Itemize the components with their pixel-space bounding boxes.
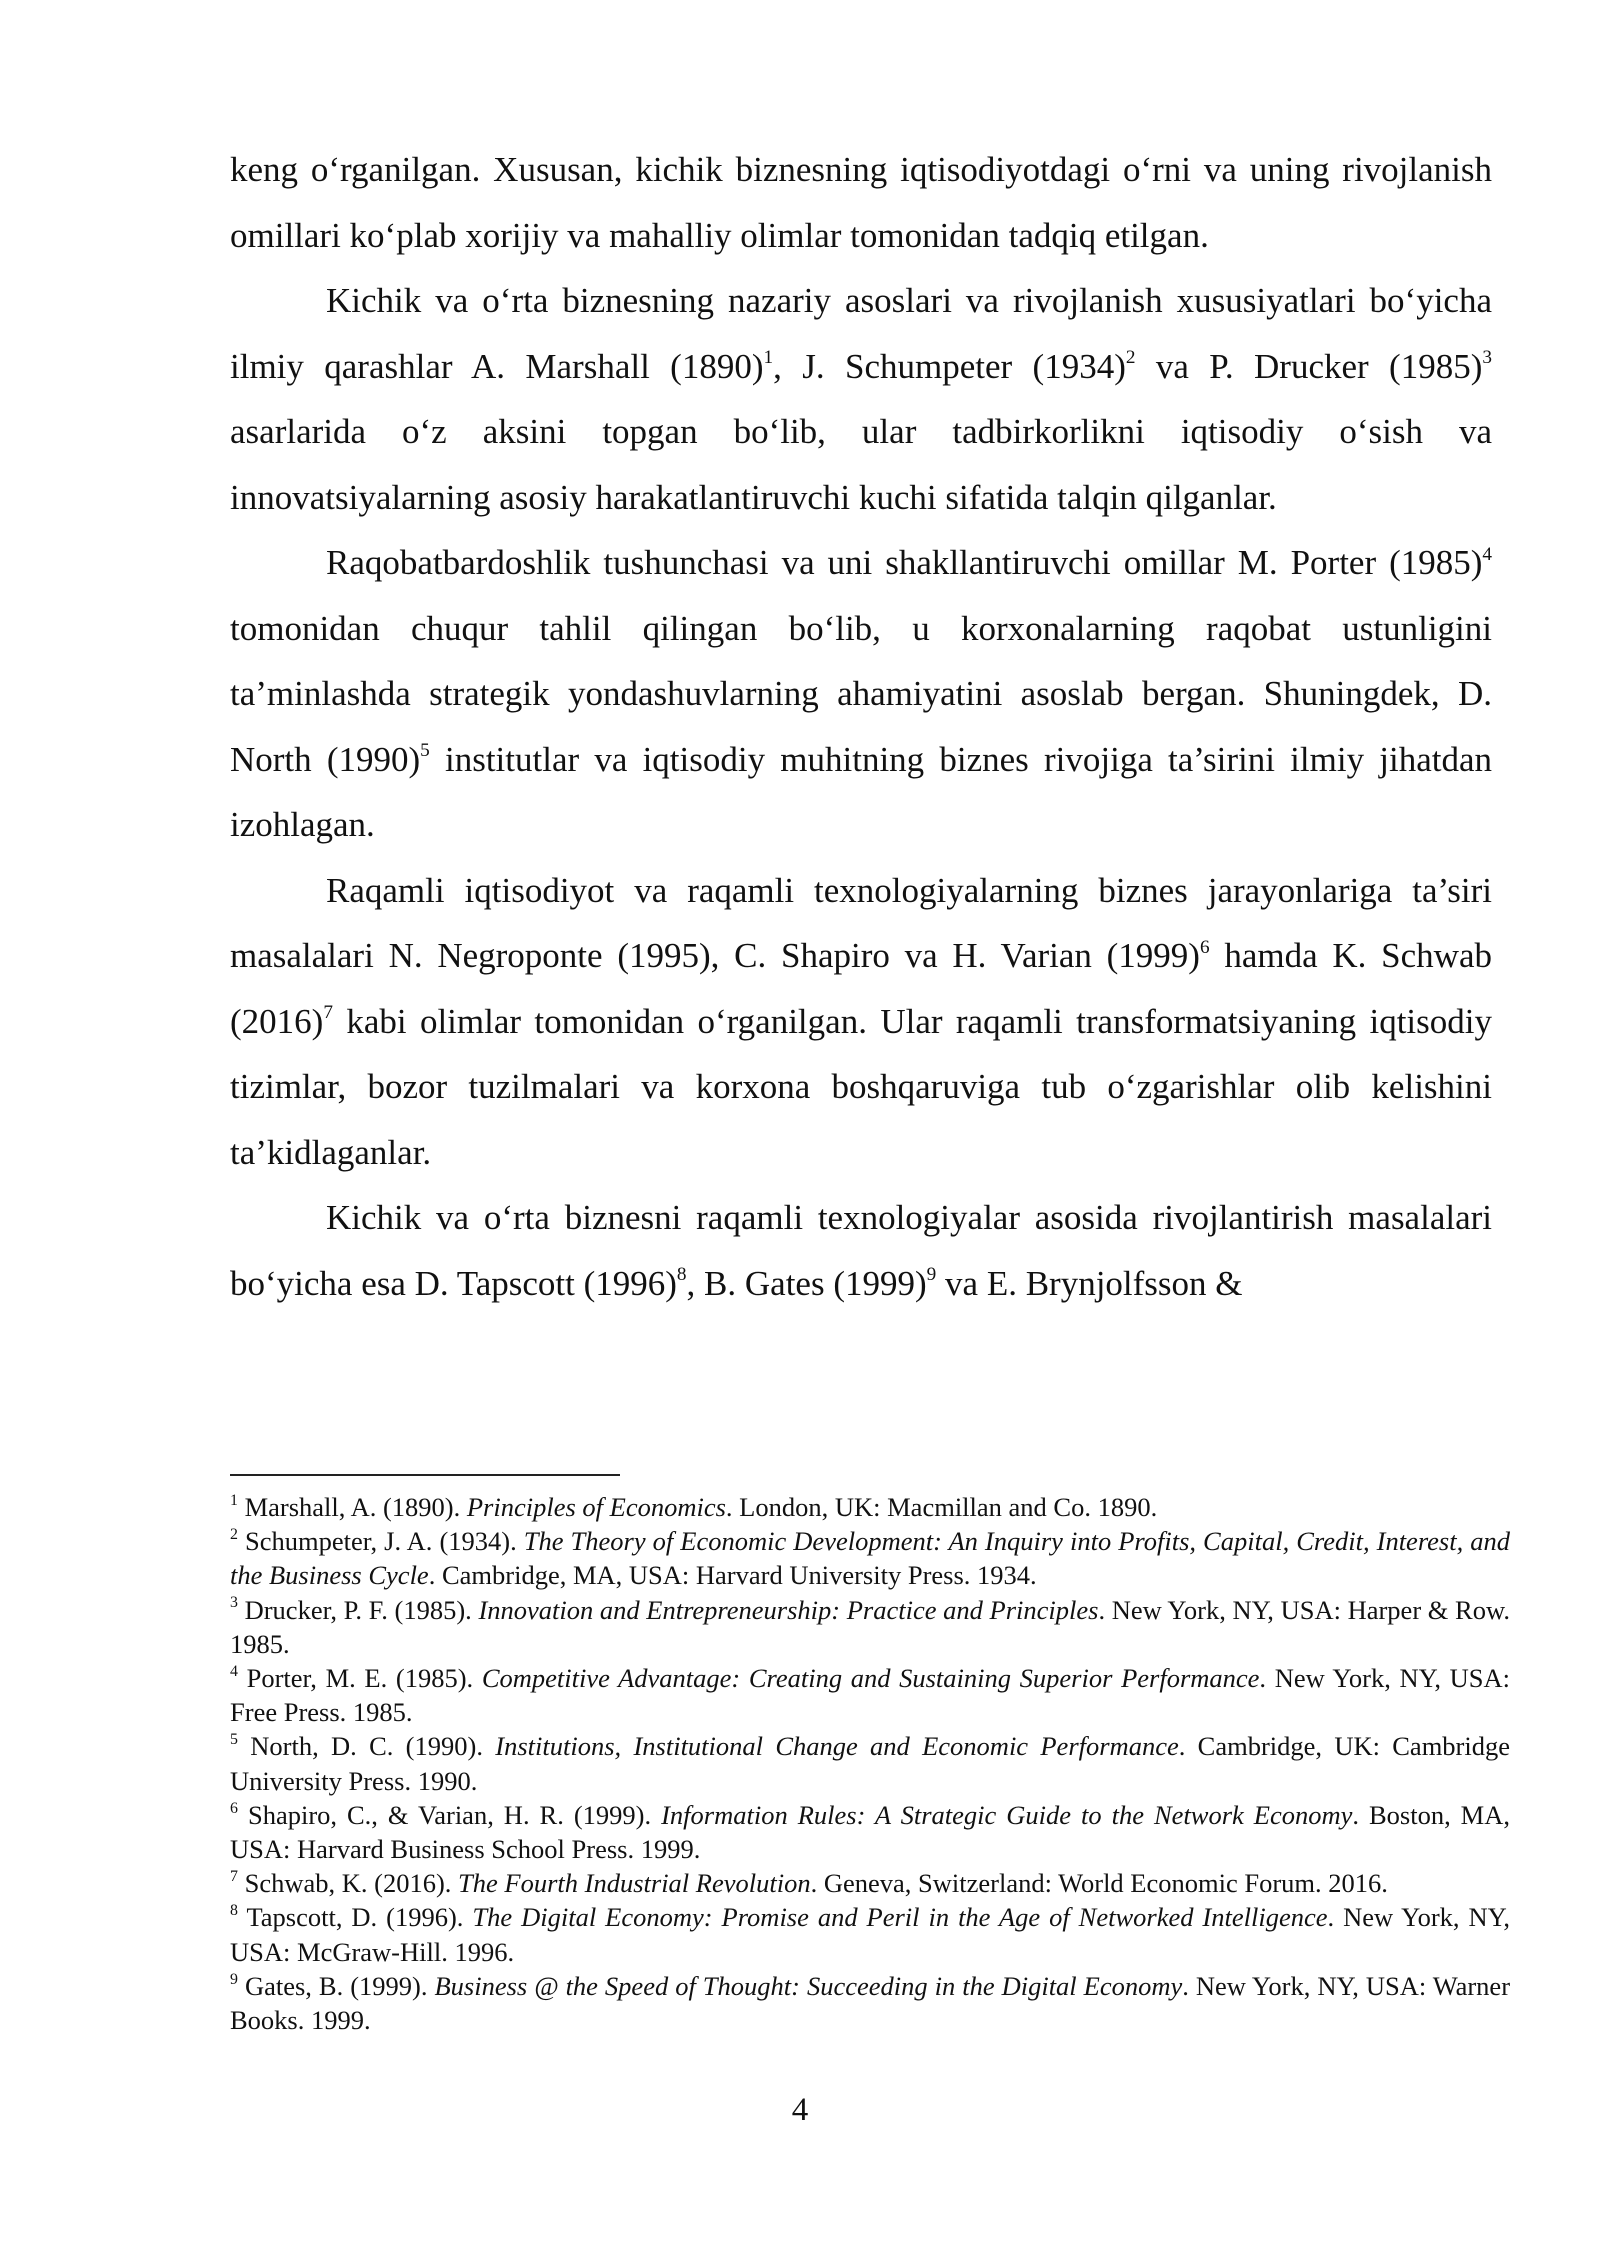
footnote-author-year: Shapiro, C., & Varian, H. R. (1999). [247,1799,662,1830]
footnote-reference[interactable]: 7 [323,1002,333,1024]
paragraph-text: va P. Drucker (1985) [1135,346,1483,386]
paragraph [230,858,1492,1186]
footnote-title: Principles of Economics [466,1492,726,1522]
footnote-publisher: . New York, NY, USA: Free Press. 1985. [230,1663,1510,1728]
footnote-reference[interactable]: 4 [1482,543,1492,565]
paragraph [230,1185,1492,1316]
paragraph-text: , B. Gates (1999) [686,1263,927,1303]
paragraph-text: Raqobatbardoshlik tushunchasi va uni shakllantiruvchi omillar M. Porter (1985) [326,543,1483,582]
footnote [230,1798,1510,1866]
footnote-reference[interactable]: 2 [1125,347,1136,369]
paragraph-text: Raqamli iqtisodiyot va raqamli texnologiyalarning biznes jarayonlariga ta’siri masalalari N. Negroponte (1995), C. Shapiro va H. Varian (1999) [230,870,1492,975]
paragraph-text: , J. Schumpeter (1934) [773,346,1126,386]
footnote-author-year: Porter, M. E. (1985). [246,1663,482,1694]
page-number: 4 [791,2092,809,2128]
footnote-reference[interactable]: 6 [1199,936,1210,958]
footnote-number: 9 [230,1970,238,1988]
paragraph-text: hamda K. Schwab (2016) [230,936,1492,1041]
footnote-title: Information Rules: A Strategic Guide to the Network Economy [661,1799,1353,1830]
footnote-publisher: . Cambridge, UK: Cambridge University Press. 1990. [230,1731,1511,1796]
footnote-title: Institutions, Institutional Change and Economic Performance [495,1731,1179,1762]
footnote-reference[interactable]: 9 [926,1264,937,1286]
footnote-publisher: . New York, NY, USA: McGraw-Hill. 1996. [230,1902,1510,1967]
footnote [230,1729,1510,1797]
paragraph [230,530,1492,858]
footnote-title: Business @ the Speed of Thought: Succeeding in the Digital Economy [434,1970,1183,2001]
paragraph [230,137,1492,268]
footnote-number: 2 [230,1526,238,1544]
footnote-number: 1 [230,1491,238,1509]
paragraph-text: Kichik va oʻrta biznesning nazariy asoslari va rivojlanish xususiyatlari boʻyicha ilmiy qarashlar A. Marshall (1890) [230,281,1492,386]
footnote-number: 7 [230,1868,238,1886]
footnote-publisher: . London, UK: Macmillan and Co. 1890. [725,1492,1158,1522]
page-body [230,137,1492,1316]
footnote-title: Innovation and Entrepreneurship: Practice and Principles [478,1594,1099,1625]
paragraph-text: tomonidan chuqur tahlil qilingan boʻlib, u korxonalarning raqobat ustunligini ta’minlashda strategik yondashuvlarning ahamiyatini asoslab bergan. Shuningdek, D. North (1990) [230,608,1492,779]
footnote-reference[interactable]: 3 [1482,347,1492,369]
footnote [230,1866,1510,1900]
footnote-number: 5 [230,1731,238,1749]
footnote-author-year: Drucker, P. F. (1985). [244,1594,479,1625]
footnote-title: Competitive Advantage: Creating and Sustaining Superior Performance [481,1663,1260,1694]
footnote-author-year: Tapscott, D. (1996). [246,1902,473,1933]
paragraph-text: kabi olimlar tomonidan oʻrganilgan. Ular raqamli transformatsiyaning iqtisodiy tizimlar, bozor tuzilmalari va korxona boshqaruviga tub oʻzgarishlar olib kelishini ta’kidlaganlar. [230,1001,1492,1172]
paragraph-text: institutlar va iqtisodiy muhitning biznes rivojiga ta’sirini ilmiy jihatdan izohlagan. [230,739,1493,844]
footnotes-section [230,1490,1510,2037]
footnote [230,1969,1510,2037]
footnote-number: 6 [230,1799,238,1817]
footnote-reference[interactable]: 8 [676,1264,687,1286]
paragraph-text: keng oʻrganilgan. Xususan, kichik biznesning iqtisodiyotdagi oʻrni va uning rivojlanish omillari koʻplab xorijiy va mahalliy olimlar tomonidan tadqiq etilgan. [230,150,1492,255]
footnote-publisher: . Cambridge, MA, USA: Harvard University Press. 1934. [428,1560,1037,1591]
paragraph-text: va E. Brynjolfsson & [936,1263,1243,1303]
footnote-number: 4 [230,1662,238,1680]
footnote [230,1490,1510,1524]
footnote-reference[interactable]: 1 [763,347,774,369]
footnote-author-year: Schwab, K. (2016). [244,1868,459,1899]
footnote-title: The Digital Economy: Promise and Peril in the Age of Networked Intelligence [472,1902,1328,1933]
paragraph-text: Kichik va oʻrta biznesni raqamli texnologiyalar asosida rivojlantirish masalalari boʻyicha esa D. Tapscott (1996) [230,1198,1492,1303]
footnote [230,1593,1510,1661]
footnote-author-year: North, D. C. (1990). [250,1731,496,1762]
footnote-author-year: Marshall, A. (1890). [244,1492,467,1522]
footnote [230,1900,1510,1968]
footnote-reference[interactable]: 5 [420,740,430,762]
footnote [230,1524,1510,1592]
footnote-publisher: . Boston, MA, USA: Harvard Business School Press. 1999. [230,1799,1511,1865]
body-text [230,137,1492,1316]
footnote-publisher: . Geneva, Switzerland: World Economic Forum. 2016. [810,1868,1388,1899]
footnote-publisher: . New York, NY, USA: Harper & Row. 1985. [230,1594,1510,1659]
footnote-author-year: Schumpeter, J. A. (1934). [244,1526,524,1557]
paragraph [230,268,1492,530]
footnote-separator [230,1474,620,1476]
footnote-number: 3 [230,1594,238,1612]
footnote [230,1661,1510,1729]
footnote-publisher: . New York, NY, USA: Warner Books. 1999. [230,1970,1511,2036]
footnote-number: 8 [230,1902,238,1920]
paragraph-text: asarlarida oʻz aksini topgan boʻlib, ular tadbirkorlikni iqtisodiy oʻsish va innovatsiyalarning asosiy harakatlantiruvchi kuchi sifatida talqin qilganlar. [230,412,1492,517]
footnote-title: The Theory of Economic Development: An Inquiry into Profits, Capital, Credit, Interest, and the Business Cycle [230,1526,1510,1591]
footnote-title: The Fourth Industrial Revolution [458,1868,811,1899]
footnote-author-year: Gates, B. (1999). [244,1970,435,2001]
